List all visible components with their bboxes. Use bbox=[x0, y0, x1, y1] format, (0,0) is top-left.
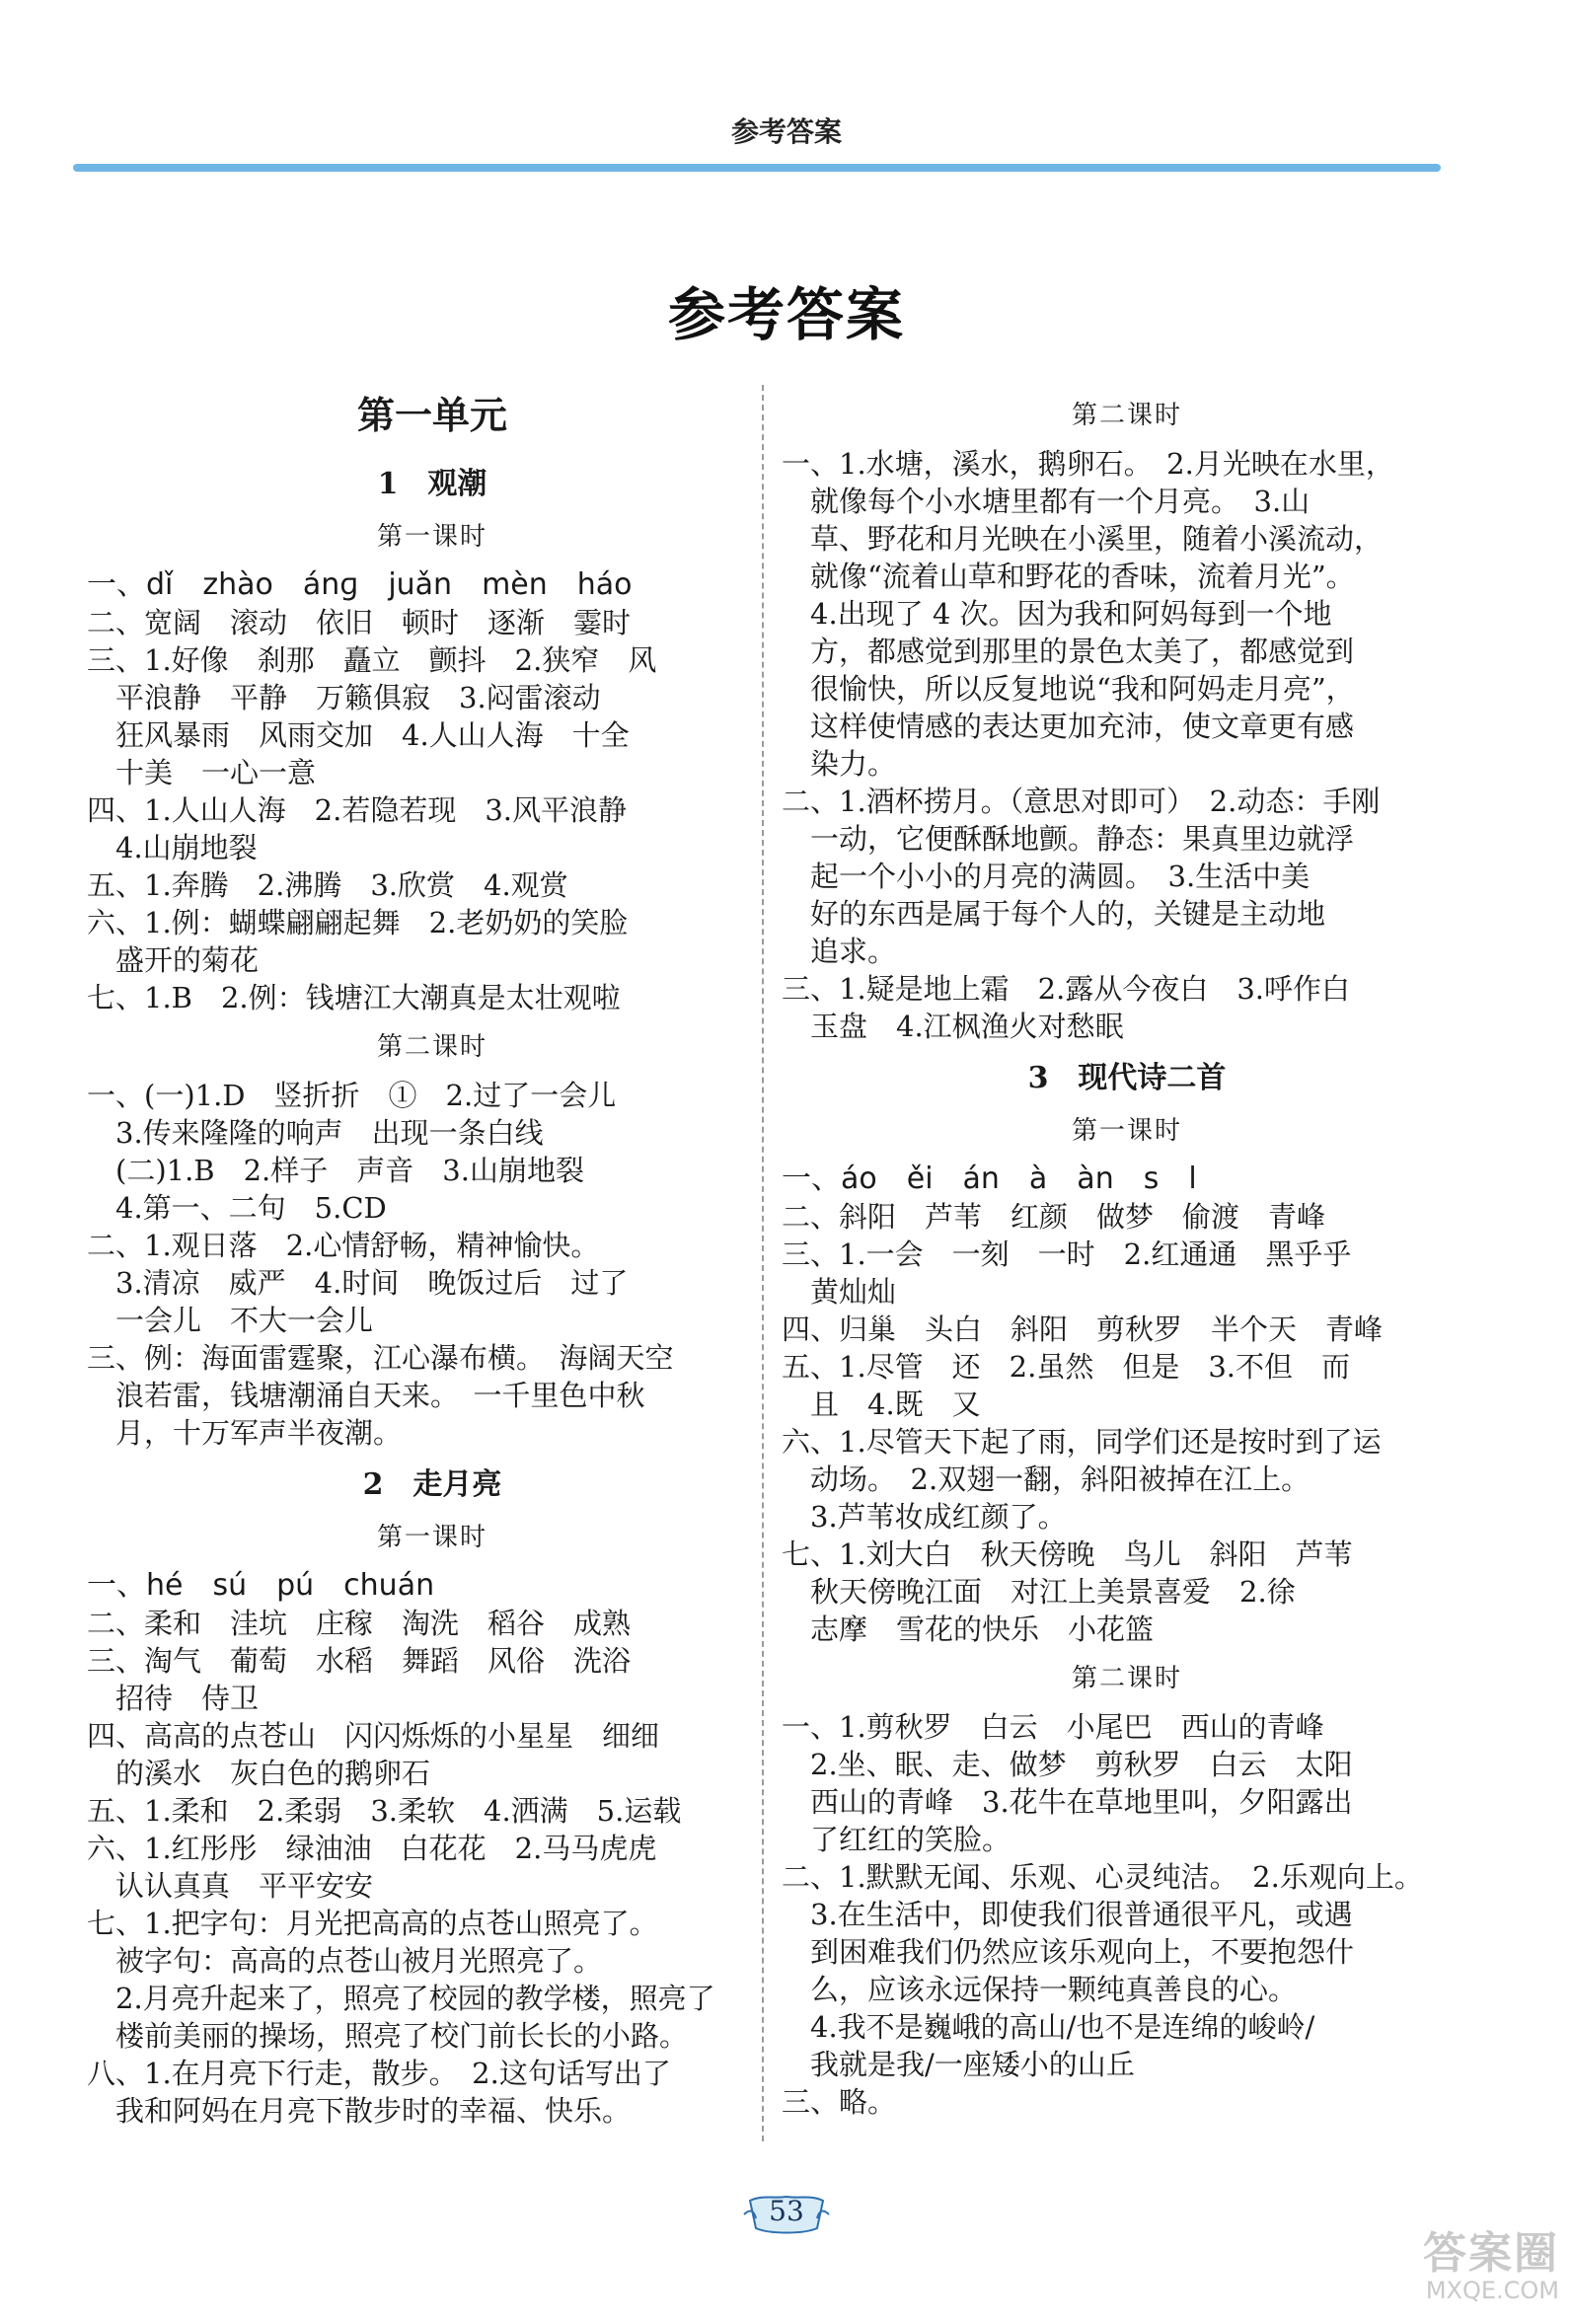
answer-line: 方，都感觉到那里的景色太美了，都感觉到 bbox=[782, 635, 1355, 668]
answer-line: 二、宽阔 滚动 依旧 顿时 逐渐 霎时 bbox=[87, 606, 632, 639]
answer-line: 到困难我们仍然应该乐观向上，不要抱怨什 bbox=[782, 1935, 1355, 1969]
answer-block-l2s1 bbox=[87, 1567, 778, 2130]
answer-line: 了红红的笑脸。 bbox=[782, 1823, 1011, 1856]
answer-line: 2.坐、眠、走、做梦 剪秋罗 白云 太阳 bbox=[782, 1748, 1353, 1781]
answer-line: 就像每个小水塘里都有一个月亮。 3.山 bbox=[782, 485, 1311, 518]
answer-line: 黄灿灿 bbox=[782, 1275, 897, 1309]
answer-line: 五、1.奔腾 2.沸腾 3.欣赏 4.观赏 bbox=[87, 868, 568, 902]
session-title-l1s1: 第一课时 bbox=[376, 522, 487, 552]
answer-line: 四、1.人山人海 2.若隐若现 3.风平浪静 bbox=[87, 793, 628, 827]
answer-line: 一、dǐ zhào ánɡ juǎn mèn háo bbox=[87, 567, 633, 602]
answer-line: 二、1.默默无闻、乐观、心灵纯洁。 2.乐观向上。 bbox=[782, 1860, 1423, 1894]
answer-line: 这样使情感的表达更加充沛，使文章更有感 bbox=[782, 710, 1355, 743]
answer-line: 秋天傍晚江面 对江上美景喜爱 2.徐 bbox=[782, 1575, 1296, 1609]
answer-line: 一、áo ěi án à àn s l bbox=[782, 1162, 1197, 1196]
answer-block-l1s1 bbox=[87, 566, 778, 1016]
answer-line: 五、1.尽管 还 2.虽然 但是 3.不但 而 bbox=[782, 1350, 1351, 1384]
answer-line: 六、1.例：蝴蝶翩翩起舞 2.老奶奶的笑脸 bbox=[87, 906, 629, 939]
session-title-l3s2: 第二课时 bbox=[1071, 1664, 1182, 1693]
answer-line: 4.我不是巍峨的高山/也不是连绵的峻岭/ bbox=[782, 2010, 1315, 2044]
header-title: 参考答案 bbox=[730, 115, 842, 148]
answer-line: 4.出现了 4 次。因为我和阿妈每到一个地 bbox=[782, 597, 1332, 631]
answer-block-l1s2 bbox=[87, 1077, 778, 1452]
answer-line: 三、1.疑是地上霜 2.露从今夜白 3.呼作白 bbox=[782, 972, 1351, 1006]
answer-line: 志摩 雪花的快乐 小花篮 bbox=[782, 1612, 1155, 1646]
watermark-sub: MXQE.COM bbox=[1425, 2277, 1559, 2304]
answer-line: 4.第一、二句 5.CD bbox=[87, 1191, 387, 1225]
lesson-title-3: 3 现代诗二首 bbox=[1027, 1061, 1227, 1095]
page-title: 参考答案 bbox=[667, 281, 905, 348]
answer-line: 我和阿妈在月亮下散步时的幸福、快乐。 bbox=[87, 2094, 632, 2128]
answer-line: 四、归巢 头白 斜阳 剪秋罗 半个天 青峰 bbox=[782, 1312, 1384, 1346]
answer-line: 二、1.观日落 2.心情舒畅，精神愉快。 bbox=[87, 1229, 600, 1262]
answer-line: 好的东西是属于每个人的，关键是主动地 bbox=[782, 897, 1326, 931]
unit-title: 第一单元 bbox=[356, 393, 507, 437]
answer-line: 三、淘气 葡萄 水稻 舞蹈 风俗 洗浴 bbox=[87, 1644, 632, 1678]
answer-line: 一会儿 不大一会儿 bbox=[87, 1304, 374, 1337]
answer-line: 狂风暴雨 风雨交加 4.人山人海 十全 bbox=[87, 718, 630, 752]
answer-line: 三、1.好像 刹那 矗立 颤抖 2.狭窄 风 bbox=[87, 643, 657, 677]
watermark-main: 答案圈 bbox=[1423, 2228, 1559, 2279]
answer-line: 就像“流着山草和野花的香味，流着月光”。 bbox=[782, 560, 1355, 593]
answer-line: 二、柔和 洼坑 庄稼 淘洗 稻谷 成熟 bbox=[87, 1607, 632, 1640]
answer-line: 七、1.把字句：月光把高高的点苍山照亮了。 bbox=[87, 1907, 658, 1940]
answer-block-l2s2 bbox=[782, 445, 1472, 1045]
answer-line: 3.在生活中，即使我们很普通很平凡，或遇 bbox=[782, 1898, 1353, 1931]
answer-line: 招待 侍卫 bbox=[87, 1682, 260, 1715]
lesson-title-2: 2 走月亮 bbox=[362, 1467, 502, 1502]
answer-line: 一动，它便酥酥地颤。静态：果真里边就浮 bbox=[782, 822, 1355, 856]
answer-line: 认认真真 平平安安 bbox=[87, 1869, 374, 1903]
answer-line: 我就是我/一座矮小的山丘 bbox=[782, 2048, 1135, 2081]
session-title-l1s2: 第二课时 bbox=[376, 1032, 487, 1062]
answer-line: 3.芦苇妆成红颜了。 bbox=[782, 1500, 1067, 1534]
answer-line: 染力。 bbox=[782, 747, 897, 781]
answer-line: 八、1.在月亮下行走，散步。 2.这句话写出了 bbox=[87, 2057, 671, 2090]
answer-line: 二、斜阳 芦苇 红颜 做梦 偷渡 青峰 bbox=[782, 1200, 1326, 1234]
answer-line: 一、1.水塘，溪水，鹅卵石。 2.月光映在水里， bbox=[782, 447, 1394, 481]
answer-line: 4.山崩地裂 bbox=[87, 831, 258, 864]
session-title-l2s2: 第二课时 bbox=[1071, 401, 1182, 430]
answer-line: 一、(一)1.D 竖折折 ① 2.过了一会儿 bbox=[87, 1079, 617, 1112]
answer-line: 被字句：高高的点苍山被月光照亮了。 bbox=[87, 1944, 603, 1978]
page-footer bbox=[0, 2181, 1573, 2250]
answer-line: 一、1.剪秋罗 白云 小尾巴 西山的青峰 bbox=[782, 1710, 1324, 1744]
answer-line: 么，应该永远保持一颗纯真善良的心。 bbox=[782, 1973, 1298, 2006]
left-column bbox=[87, 385, 778, 2130]
answer-line: 三、例：海面雷霆聚，江心瀑布横。 海阔天空 bbox=[87, 1341, 674, 1375]
answer-line: 二、1.酒杯捞月。（意思对即可） 2.动态：手刚 bbox=[782, 785, 1381, 818]
session-title-l2s1: 第一课时 bbox=[376, 1523, 487, 1552]
answer-line: 3.清凉 威严 4.时间 晚饭过后 过了 bbox=[87, 1266, 629, 1300]
answer-line: 四、高高的点苍山 闪闪烁烁的小星星 细细 bbox=[87, 1719, 660, 1753]
answer-line: 楼前美丽的操场，照亮了校门前长长的小路。 bbox=[87, 2019, 689, 2053]
answer-line: 七、1.刘大白 秋天傍晚 鸟儿 斜阳 芦苇 bbox=[782, 1537, 1353, 1571]
answer-line: 浪若雷，钱塘潮涌自天来。 一千里色中秋 bbox=[87, 1379, 645, 1412]
answer-line: 十美 一心一意 bbox=[87, 756, 317, 789]
answer-line: 平浪静 平静 万籁俱寂 3.闷雷滚动 bbox=[87, 681, 601, 714]
watermark-logo bbox=[1352, 2230, 1559, 2309]
answer-line: 五、1.柔和 2.柔弱 3.柔软 4.洒满 5.运载 bbox=[87, 1794, 682, 1828]
answer-line: 追求。 bbox=[782, 935, 897, 968]
answer-line: 六、1.红彤彤 绿油油 白花花 2.马马虎虎 bbox=[87, 1832, 657, 1865]
answer-line: 三、1.一会 一刻 一时 2.红通通 黑乎乎 bbox=[782, 1237, 1352, 1271]
answer-line: 西山的青峰 3.花牛在草地里叫，夕阳露出 bbox=[782, 1785, 1353, 1819]
page-header bbox=[0, 0, 1573, 178]
header-rule bbox=[73, 164, 1441, 172]
lesson-title-1: 1 观潮 bbox=[377, 467, 487, 501]
answer-block-l3s1 bbox=[782, 1161, 1472, 1648]
answer-line: 一、hé sú pú chuán bbox=[87, 1568, 435, 1603]
answer-line: 草、野花和月光映在小溪里，随着小溪流动， bbox=[782, 522, 1384, 556]
answer-line: 的溪水 灰白色的鹅卵石 bbox=[87, 1757, 431, 1790]
right-column bbox=[782, 385, 1472, 2121]
session-title-l3s1: 第一课时 bbox=[1071, 1116, 1182, 1146]
answer-line: 2.月亮升起来了，照亮了校园的教学楼，照亮了 bbox=[87, 1982, 715, 2015]
page-number: 53 bbox=[769, 2195, 804, 2227]
answer-block-l3s2 bbox=[782, 1708, 1472, 2121]
answer-line: 三、略。 bbox=[782, 2085, 897, 2119]
answer-line: 七、1.B 2.例：钱塘江大潮真是太壮观啦 bbox=[87, 981, 621, 1014]
answer-line: 玉盘 4.江枫渔火对愁眠 bbox=[782, 1010, 1124, 1043]
answer-line: 盛开的菊花 bbox=[87, 943, 260, 977]
answer-line: 且 4.既 又 bbox=[782, 1387, 981, 1421]
answer-line: 起一个小小的月亮的满圆。 3.生活中美 bbox=[782, 860, 1311, 893]
answer-line: 动场。 2.双翅一翻，斜阳被掉在江上。 bbox=[782, 1462, 1311, 1496]
answer-line: 3.传来隆隆的响声 出现一条白线 bbox=[87, 1116, 544, 1150]
answer-line: (二)1.B 2.样子 声音 3.山崩地裂 bbox=[87, 1154, 584, 1187]
answer-line: 月，十万军声半夜潮。 bbox=[87, 1416, 403, 1450]
answer-line: 六、1.尽管天下起了雨，同学们还是按时到了运 bbox=[782, 1425, 1382, 1459]
answer-line: 很愉快，所以反复地说“我和阿妈走月亮”， bbox=[782, 672, 1355, 706]
